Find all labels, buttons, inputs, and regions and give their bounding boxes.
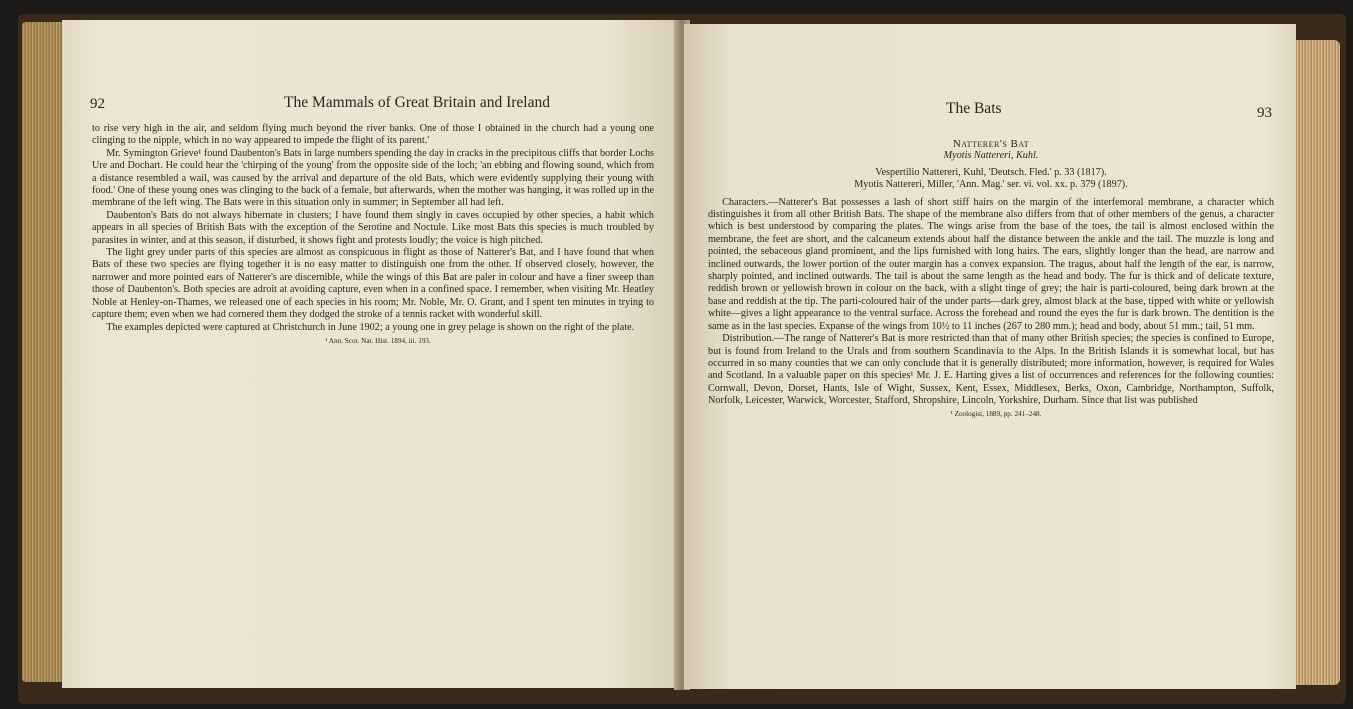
paragraph: Distribution.—The range of Natterer's Bat is more restricted than that of many other British species; the species is confined to Europe, but is found from Ireland to the Urals and from southern Scandinavia to the Alps. In the British Islands it is somewhat local, but has occurred in so many counties that we can only conclude that it is generally distributed; more information, however, is required for Wales and Scotland. In a valuable paper on this species¹ Mr. J. E. Harting gives a list of occurrences and references for the following counties: Cornwall, Devon, Dorset, Hants, Isle of Wight, Sussex, Kent, Essex, Middlesex, Berks, Oxon, Cambridge, Northampton, Suffolk, Norfolk, Leicester, Warwick, Worcester, Stafford, Shropshire, Lincoln, Yorkshire, Durham. Since that list was published <box>708 333 1274 407</box>
paragraph: The light grey under parts of this species are almost as conspicuous in flight as those of Natterer's Bat, and I have found that when Bats of these two species are flying together it is no easy matter to distinguish one from the other. If observed closely, however, the narrower and more pointed ears of Natterer's are discernible, while the wings of this Bat are paler in colour and have a finer sweep than those of Daubenton's. Both species are adroit at avoiding capture, even when in a confined space. I remember, when visiting Mr. Heatley Noble at Henley-on-Thames, we released one of each species in his room; Mr. Noble, Mr. O. Grant, and I spent ten minutes in trying to capture them; even when we had cornered them they dodged the stroke of a tennis racket with wonderful skill. <box>92 247 654 321</box>
paragraph: The examples depicted were captured at Christchurch in June 1902; a young one in grey pelage is shown on the right of the plate. <box>106 321 635 333</box>
section-title: Natterer's Bat <box>952 138 1030 150</box>
synonym: Vespertilio Nattereri, Kuhl, 'Deutsch. Fled.' p. 33 (1817). <box>875 166 1107 178</box>
running-head-left: The Mammals of Great Britain and Ireland <box>284 94 550 111</box>
running-head-right: The Bats <box>946 100 1002 117</box>
page-number-left: 92 <box>90 96 105 112</box>
right-page <box>684 24 1296 689</box>
right-body <box>708 138 1274 419</box>
footnote: ¹ Ann. Scot. Nat. Hist. 1894, iii. 193. <box>325 336 431 345</box>
footnote: ¹ Zoologist, 1889, pp. 241–248. <box>950 409 1042 418</box>
paragraph: to rise very high in the air, and seldom flying much beyond the river banks. One of those I obtained in the church had a young one clinging to the nipple, which in no way appeared to impede the flight of its parent.' <box>92 123 654 147</box>
synonym: Myotis Nattereri, Miller, 'Ann. Mag.' ser. vi. vol. xx. p. 379 (1897). <box>854 179 1128 191</box>
paragraph: Mr. Symington Grieve¹ found Daubenton's Bats in large numbers spending the day in cracks in the precipitous cliffs that border Lochs Ure and Dochart. He could hear the 'chirping of the young' from the opposite side of the loch; 'an ebbing and flowing sound, which from a distance resembled a wail, was caused by the arrival and departure of the old Bats, which were evidently supplying their young with food.' One of these young ones was clinging to the back of a female, but afterwards, when the mother was hanging, it was rolled up in the membrane of the left wing. The Bats were in this situation only in summer; in September all had left. <box>92 147 654 209</box>
left-body <box>92 123 654 346</box>
left-page <box>62 20 680 688</box>
paragraph: Characters.—Natterer's Bat possesses a lash of short stiff hairs on the margin of the interfemoral membrane, a character which distinguishes it from all other British Bats. The shape of the membrane also differs from that of other members of the genus, a character which is best understood by comparing the plates. The wings arise from the base of the toes, the tail is almost enclosed within the membrane, the feet are short, and the calcaneum extends about half the distance between the ankle and the tail. The muzzle is long and pointed, the sebaceous gland prominent, and the lips furnished with long hairs. The ears, slightly longer than the head, are narrow and inclined outwards, the lower portion of the outer margin has a convex expansion. The tragus, about half the length of the ear, is narrow, sharply pointed, and inclined outwards. The tail is about the same length as the head and body. The fur is thick and of delicate texture, reddish brown or yellowish brown in colour on the back, with a slight tinge of grey; the hair is parti-coloured, being dark brown at the base and reddish at the tip. The parti-coloured hair of the under parts—dark grey, almost black at the base, tipped with white or yellowish white—gives a light appearance to the ventral surface. Across the forehead and round the eyes the fur is dark brown. The dentition is the same as in the last species. Expanse of the wings from 10½ to 11 inches (267 to 280 mm.); head and body, about 51 mm.; tail, 51 mm. <box>708 196 1274 332</box>
species-name: Myotis Nattereri, Kuhl. <box>943 150 1039 162</box>
page-number-right: 93 <box>1257 105 1272 121</box>
paragraph: Daubenton's Bats do not always hibernate in clusters; I have found them singly in caves occupied by other species, a habit which appears in all species of British Bats with the exception of the Serotine and Noctule. Like most Bats this species is much troubled by parasites in winter, and at this season, if disturbed, it shows fight and protests loudly; the voice is high pitched. <box>92 209 654 246</box>
